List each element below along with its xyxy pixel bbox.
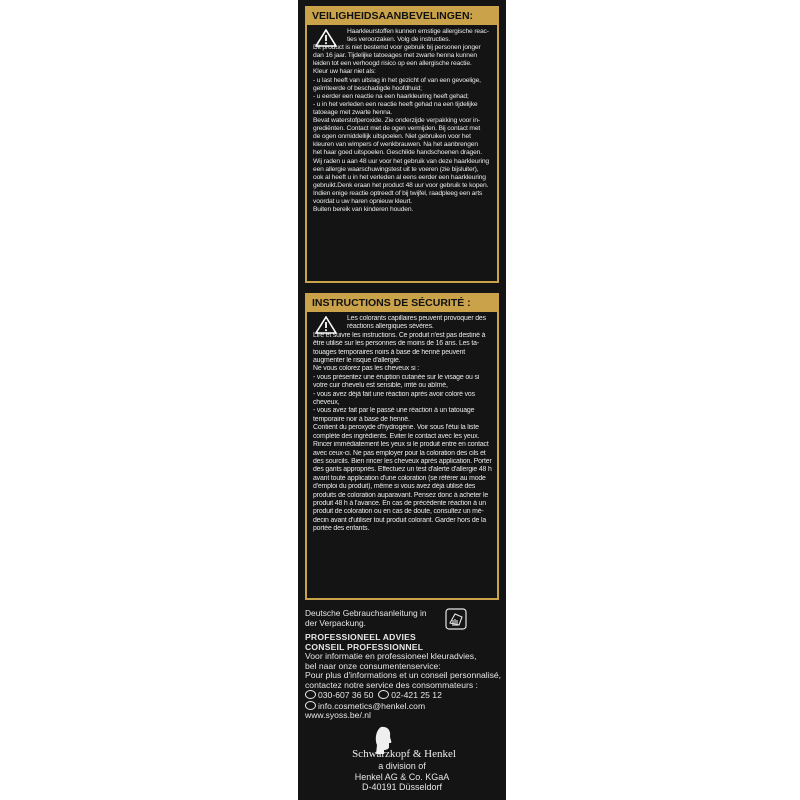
contact-phones (305, 690, 499, 701)
warning-block-fr (313, 315, 492, 332)
safety-text-line: Wij raden u aan 48 uur voor het gebruik van deze haarkleuring (313, 157, 489, 165)
professional-advice (305, 632, 502, 721)
advice-line: contactez notre service des consommateurs : (305, 679, 478, 690)
advice-line: Pour plus d'informations et un conseil personnalisé, (305, 670, 502, 680)
safety-text-line: Kleur uw haar niet als: (313, 68, 376, 76)
panel-title-fr: INSTRUCTIONS DE SÉCURITÉ : (307, 295, 497, 312)
safety-text-line: - u in het verleden een reactie heeft gehad na een tijdelijke (313, 100, 478, 108)
fax-number[interactable]: 02-421 25 12 (391, 690, 442, 700)
safety-text-line: decin avant d'utiliser tout produit colorant. Garder hors de la (313, 516, 487, 524)
safety-text-line: Dit product is niet bestemd voor gebruik bij personen jonger (313, 44, 481, 52)
safety-text-line: réactions allergiques sévères. (347, 323, 434, 331)
safety-text-line: produits de coloration auparavant. Pensez donc à acheter le (313, 491, 489, 499)
safety-text-line: Contient du peroxyde d'hydrogène. Voir sous l'étui la liste (313, 424, 479, 432)
brand-name: Schwarzkopf & Henkel (352, 748, 456, 760)
safety-text-line: kleuren van wimpers of wenkbrauwen. Na het aanbrengen (313, 141, 478, 149)
safety-text-line: dan 16 jaar. Tijdelijke tatoeages met zwarte henna kunnen (313, 52, 477, 60)
fax-icon (378, 690, 389, 699)
safety-panel-fr (305, 293, 499, 600)
website-link[interactable]: www.syoss.be/.nl (305, 710, 371, 720)
warning-triangle-icon (315, 316, 337, 334)
safety-panel-nl (305, 6, 499, 283)
safety-text-line: Haarkleurstoffen kunnen ernstige allergische reac- (347, 28, 489, 35)
safety-text-line: - vous avez déjà fait une réaction après avoir coloré vos (313, 390, 475, 398)
safety-text-line: - u last heeft van uitslag in het gezicht of van een gevoelige, (313, 76, 481, 84)
instruction-leaflet-hand-icon (445, 608, 467, 630)
phone-number[interactable]: 030-607 36 50 (318, 690, 374, 700)
safety-text-line: avec ceux-ci. Ne pas employer pour la coloration des cils et (313, 449, 486, 457)
advice-heading-nl: PROFESSIONEEL ADVIES (305, 632, 416, 642)
safety-text-line: Indien enige reactie optreedt of bij twijfel, raadpleeg een arts (313, 189, 483, 197)
safety-text-line: portée des enfants. (313, 525, 370, 533)
safety-text-line: touages temporaires noirs à base de henné peuvent (313, 348, 466, 356)
safety-text-line: des gants appropriés. Effectuez un test d'alerte d'allergie 48 h (313, 466, 492, 474)
advice-heading-fr: CONSEIL PROFESSIONNEL (305, 641, 424, 652)
division-line: a division of (378, 761, 426, 771)
safety-text-line: temporaire noir à base de henné. (313, 415, 410, 423)
advice-line: bel naar onze consumentenservice: (305, 660, 441, 671)
safety-text-line: augmenter le risque d'allergie. (313, 357, 401, 365)
company-city: D-40191 Düsseldorf (361, 782, 443, 792)
safety-text-line: ties veroorzaken. Volg de instructies. (347, 36, 451, 44)
safety-text-line: d'emploi du produit), même si vous avez déjà utilisé des (313, 483, 476, 491)
company-name: Henkel AG & Co. KGaA (354, 771, 450, 782)
safety-text-line: - vous présentez une éruption cutanée sur le visage ou si (313, 373, 480, 381)
safety-text-line: Rincer immédiatement les yeux si le produit entre en contact (313, 441, 489, 449)
safety-text-line: produit 48 h à l'avance. En cas de précédente réaction à un (313, 499, 486, 507)
safety-text-line: Ne vous colorez pas les cheveux si : (313, 365, 420, 373)
safety-text-line: avant toute application d'une coloration (se référer au mode (313, 474, 486, 482)
safety-text-line: de ogen onmiddellijk uitspoelen. Niet gebruiken voor het (313, 133, 471, 141)
safety-text-line: gebruikt.Denk eraan het product 48 uur voor gebruik te kopen. (313, 181, 489, 189)
german-instructions-note (305, 608, 499, 628)
safety-text-line: des sourcils. Bien rincer les cheveux après application. Porter (313, 457, 492, 465)
warning-triangle-icon (315, 29, 337, 47)
safety-text-line: être utilisé sur les personnes de moins de 16 ans. Les ta- (313, 340, 479, 348)
warning-block-nl (313, 28, 492, 44)
email-icon (305, 701, 316, 710)
safety-text-line: Lire et suivre les instructions. Ce produit n'est pas destiné à (313, 331, 486, 339)
safety-text-line: geïrriteerde of beschadigde hoofdhuid; (313, 84, 422, 92)
safety-text-line: een allergie waarschuwingstest uit te voeren (zie bijsluiter), (313, 165, 479, 173)
safety-text-line: grediënten. Contact met de ogen vermijden. Bij contact met (313, 125, 481, 133)
safety-text-line: tatoeage met zwarte henna. (313, 108, 393, 116)
panel-title-nl: VEILIGHEIDSAANBEVELINGEN: (307, 8, 497, 25)
company-address (305, 761, 499, 793)
safety-text-line: het haar goed uitspoelen. Geschikte handschoenen dragen. (313, 149, 482, 157)
advice-line: Voor informatie en professioneel kleuradvies, (305, 651, 477, 661)
safety-text-line: Bevat waterstofperoxide. Zie onderzijde verpakking voor in- (313, 117, 480, 125)
german-note-line-2: der Verpackung. (305, 618, 366, 628)
safety-text-line: - vous avez fait par le passé une réaction à un tatouage (313, 407, 475, 415)
phone-icon (305, 690, 316, 699)
safety-text-line: cheveux, (313, 399, 340, 407)
safety-text-line: complète des ingrédients. Éviter le contact avec les yeux. (313, 432, 480, 440)
safety-text-line: leiden tot een verhoogd risico op een allergische reactie. (313, 60, 472, 68)
safety-text-line: ook al heeft u in het verleden al eens eerder een haarkleuring (313, 173, 486, 181)
panel-body-fr (307, 312, 497, 534)
panel-body-nl (307, 25, 497, 214)
safety-text-line: produit de coloration ou en cas de doute, consultez un mé- (313, 508, 484, 516)
safety-text-line: votre cuir chevelu est sensible, irrité ou abîmé, (313, 382, 448, 390)
safety-text-line: Buiten bereik van kinderen houden. (313, 206, 414, 214)
german-note-line-1: Deutsche Gebrauchsanleitung in (305, 608, 427, 618)
safety-text-line: Les colorants capillaires peuvent provoquer des (347, 315, 486, 322)
safety-text-line: voordat u uw haren opnieuw kleurt. (313, 197, 412, 205)
email-address[interactable]: info.cosmetics@henkel.com (318, 700, 426, 711)
safety-text-line: - u eerder een reactie na een haarkleuring heeft gehad; (313, 92, 469, 100)
